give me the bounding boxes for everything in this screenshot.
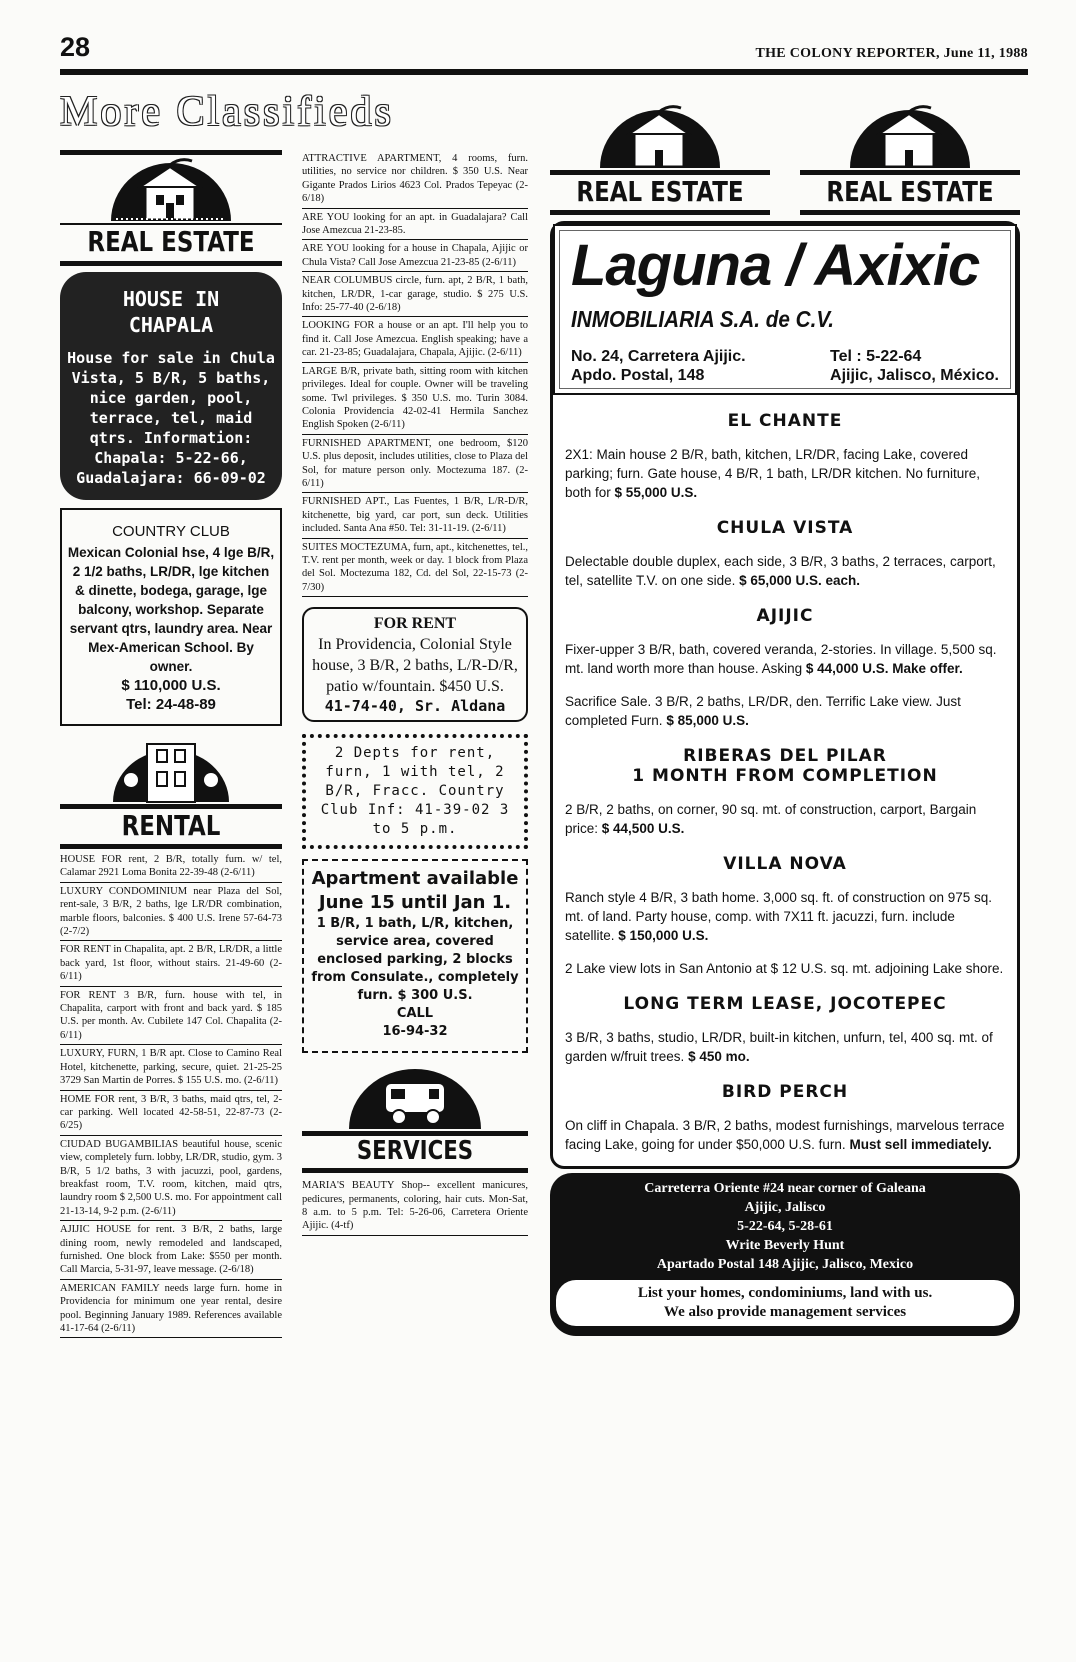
listing-text: Fixer-upper 3 B/R, bath, covered veranda, 2-stories. In village. 5,500 sq. mt. land worth more than house. Asking [565,642,997,676]
property-listing [553,994,1017,1066]
footer-line: 5-22-64, 5-28-61 [737,1219,833,1234]
rental-ad: FOR RENT in Chapalita, apt. 2 B/R, LR/DR, a little back yard, 1st floor, without stairs. 21-49-60 (2-6/11) [60,941,282,986]
section-rule [550,210,770,215]
ad-heading: HOUSE IN [122,287,220,311]
ad-call: CALL [396,1006,434,1022]
footer-line: Ajijic, Jalisco [744,1200,826,1215]
listing-text-block [565,552,1005,590]
section-heading-real-estate: REAL ESTATE [826,175,994,208]
footer-callout-line: We also provide management services [663,1304,907,1320]
listing-area: CHULA VISTA [716,518,854,538]
page-number: 28 [60,32,91,62]
listing-text-block [565,1028,1005,1066]
property-listing [553,411,1017,502]
ad-body: 1 B/R, 1 bath, L/R, kitchen, service area, covered enclosed parking, 2 blocks from Consulate., completely furn. $ 300 U.S. [311,916,519,1004]
classified-ad: LARGE B/R, private bath, sitting room with kitchen privileges. Ideal for couple. Owner will be traveling some. Twl privileges. $ 350 U.S. mo. Turin 3084. Colonia Providencia 42-02-41 Hermila Sanchez English Spoken (2-6/11) [302,363,528,435]
rental-ad: AJIJIC HOUSE for rent. 3 B/R, 2 baths, large dining room, newly remodeled and landscaped, furnished. One block from Lake: $550 per month. Call Marcia, 5-31-97, leave message. (2-6/18) [60,1221,282,1280]
section-rule [60,844,282,849]
listing-text-block [565,640,1005,678]
listing-text: 2 Lake view lots in San Antonio at $ 12 U.S. sq. mt. adjoining Lake shore. [565,961,1004,976]
newspaper-header: THE COLONY REPORTER, June 11, 1988 [755,46,1028,61]
classified-ad: NEAR COLUMBUS circle, furn. apt, 2 B/R, 1 bath, kitchen, LR/DR, 1-car garage, studio. $ 275 U.S. Info: 25-77-40 (2-6/18) [302,272,528,317]
property-listing [553,606,1017,678]
rental-ad: HOME FOR rent, 3 B/R, 3 baths, maid qtrs, tel, 2-car parking. Well located 42-58-51, 22-87-73 (2-6/25) [60,1091,282,1136]
listing-price: $ 44,500 U.S. [601,821,685,836]
property-listing [553,959,1017,978]
classified-ads-list [302,150,528,597]
section-heading-rental: RENTAL [121,809,221,842]
services-ad: MARIA'S BEAUTY Shop-- excellent manicures, pedicures, permanents, coloring, hair cuts. Mon-Sat, 8 a.m. to 5 p.m. Tel: 5-26-06, Carretera Oriente Ajijic. (4-tf) [302,1177,528,1236]
footer-callout [556,1280,1014,1326]
telephone-line: Tel : 5-22-64 [830,348,922,365]
listing-area: BIRD PERCH [721,1082,849,1102]
rental-house-logo-icon [111,734,231,804]
footer-line: Carreterra Oriente #24 near corner of Galeana [644,1181,926,1196]
footer-line: Apartado Postal 148 Ajijic, Jalisco, Mexico [656,1257,914,1272]
listing-price: $ 44,000 U.S. Make offer. [805,661,963,676]
listing-area: VILLA NOVA [723,854,847,874]
agency-company: INMOBILIARIA S.A. de C.V. [571,306,834,332]
listing-price: $ 150,000 U.S. [618,928,709,943]
listing-text-block [565,959,1005,978]
listing-area: AJIJIC [756,606,814,626]
footer-line: Write Beverly Hunt [725,1238,845,1253]
property-listing [553,854,1017,945]
footer-callout-line: List your homes, condominiums, land with us. [637,1285,933,1301]
for-rent-ad [302,607,528,722]
header-rule [60,69,1028,75]
property-listing [553,1082,1017,1154]
ad-heading: COUNTRY CLUB [112,523,230,540]
services-ads-list [302,1177,528,1236]
listing-text: 3 B/R, 3 baths, studio, LR/DR, built-in kitchen, unfurn, tel, 400 sq. mt. of garden w/fruit trees. [565,1030,993,1064]
real-estate-banner-right [800,100,1020,215]
laguna-axixic-ad [550,221,1020,1169]
listing-text: Delectable double duplex, each side, 3 B/R, 3 baths, 2 terraces, carport, tel, satellite T.V. on one side. [565,554,996,588]
listing-text-block [565,800,1005,838]
property-listing [553,746,1017,838]
classified-ad: ARE YOU looking for a house in Chapala, Ajijic or Chula Vista? Call Jose Amezcua 21-23-85 (2-6/11) [302,240,528,272]
listing-price: $ 450 mo. [688,1049,750,1064]
rental-ad: FOR RENT 3 B/R, furn. house with tel, in Chapalita, carport with front and back yard. $ 185 U.S. per month. Av. Cubilete 147 Col. Chapalita (2-6/11) [60,987,282,1046]
listing-text-block [565,1116,1005,1154]
apartment-available-ad [302,859,528,1053]
rental-ad: HOUSE FOR rent, 2 B/R, totally furn. w/ tel, Calamar 2921 Loma Bonita 22-39-48 (2-6/11) [60,851,282,883]
listing-text-block [565,692,1005,730]
address-line: Apdo. Postal, 148 [571,367,705,384]
depts-for-rent-ad: 2 Depts for rent, furn, 1 with tel, 2 B/R, Fracc. Country Club Inf: 41-39-02 3 to 5 p.m. [302,734,528,849]
listing-area: EL CHANTE [727,411,843,431]
section-heading-real-estate: REAL ESTATE [576,175,744,208]
classified-ad: ARE YOU looking for an apt. in Guadalajara? Call Jose Amezcua 21-23-85. [302,209,528,241]
property-listing [553,518,1017,590]
listing-text: Ranch style 4 B/R, 3 bath home. 3,000 sq. ft. of construction on 975 sq. mt. of land. Party house, comp. with 7X11 ft. jacuzzi, furn. include satellite. [565,890,992,943]
ad-body: In Providencia, Colonial Style house, 3 B/R, 2 baths, L/R-D/R, patio w/fountain. $450 U.S. [312,636,518,696]
listing-text-block [565,888,1005,945]
listing-text: On cliff in Chapala. 3 B/R, 2 baths, modest furnishings, marvelous terrace facing Lake, going for under $50,000 U.S. furn. [565,1118,1005,1152]
section-rule [60,261,282,266]
rental-ad: CIUDAD BUGAMBILIAS beautiful house, scenic view, completely furn. lobby, LR/DR, studio, gym. 3 B/R, 5 1/2 baths, 3 with jacuzzi, pool, gardens, breakfast room, T.V. room, kitchen, maid qtrs, laundry room $ 2,500 U.S. mo. For appointment call 21-13-14, 9-2 p.m. (2-6/11) [60,1136,282,1221]
ad-phone: 16-94-32 [382,1024,448,1040]
house-in-chapala-ad [60,272,282,500]
listing-price: $ 65,000 U.S. each. [739,573,860,588]
section-heading-services: SERVICES [356,1136,474,1167]
classified-ad: FURNISHED APARTMENT, one bedroom, $120 U.S. plus deposit, includes utilities, close to Plaza del Sol, for mature person only. Moctezuma 187. (2-6/11) [302,435,528,494]
location-line: Ajijic, Jalisco, México. [830,367,999,384]
section-heading-real-estate: REAL ESTATE [87,225,255,258]
agency-address [571,347,999,385]
column-right [550,100,1020,1336]
listing-text: 2 B/R, 2 baths, on corner, 90 sq. mt. of construction, carport, Bargain price: [565,802,977,836]
classified-ad: ATTRACTIVE APARTMENT, 4 rooms, furn. utilities, no service nor children. $ 350 U.S. Near Gigante Prados Lirios 4623 Col. Prados Tepeyac (2-6/18) [302,150,528,209]
house-logo-icon [595,100,725,170]
ad-phone: Tel: 24-48-89 [126,696,216,713]
listing-area: RIBERAS DEL PILAR 1 MONTH FROM COMPLETION [632,746,938,786]
listing-price: $ 55,000 U.S. [614,485,698,500]
house-logo-icon [845,100,975,170]
house-logo-icon [106,155,236,223]
property-listing [553,692,1017,730]
page-title: More Classifieds [60,89,394,135]
listing-text: Sacrifice Sale. 3 B/R, 2 baths, LR/DR, den. Terrific Lake view. Just completed Furn. [565,694,961,728]
agency-footer [550,1173,1020,1336]
ad-heading: FOR RENT [373,615,457,633]
agency-brand: Laguna / Axixic [571,233,980,298]
property-listings [553,411,1017,1154]
classified-ad: SUITES MOCTEZUMA, furn, apt., kitchenettes, tel., T.V. rent per month, week or day. 1 block from Plaza del Sol. Moctezuma 182, Cd. del Sol, 22-15-73 (2-7/30) [302,539,528,598]
listing-area: LONG TERM LEASE, JOCOTEPEC [623,994,947,1014]
listing-price: $ 85,000 U.S. [666,713,749,728]
country-club-ad [60,508,282,726]
ad-price: $ 110,000 U.S. [121,677,221,694]
listing-text: 2X1: Main house 2 B/R, bath, kitchen, LR/DR, facing Lake, covered parking; furn. Gate house, 4 B/R, 1 bath, LR/DR kitchen. No furniture, both for [565,447,980,500]
listing-text-block [565,445,1005,502]
rental-ad: AMERICAN FAMILY needs large furn. home in Providencia for minimum one year rental, desire pool. Beginning January 1989. References available 41-17-64 (2-6/11) [60,1280,282,1339]
agency-header [553,224,1017,395]
ad-body: House for sale in Chula Vista, 5 B/R, 5 baths, nice garden, pool, terrace, tel, maid qtrs. Information: Chapala: 5-22-66, Guadalajara: 66-09-02 [67,349,275,487]
column-left [60,150,282,1338]
listing-price: Must sell immediately. [849,1137,992,1152]
ad-body: Mexican Colonial hse, 4 lge B/R, 2 1/2 baths, LR/DR, lge kitchen & dinette, bodega, garage, lge balcony, workshop. Separate servant qtrs, laundry area. Near Mex-American School. By owner. [67,545,275,674]
rental-ads-list [60,851,282,1338]
rental-ad: LUXURY, FURN, 1 B/R apt. Close to Camino Real Hotel, kitchenette, parking, secure, quiet. 21-25-25 3729 San Martin de Porres. $ 155 U.S. mo. (2-6/11) [60,1045,282,1090]
services-van-logo-icon [345,1061,485,1131]
classified-ad: FURNISHED APT., Las Fuentes, 1 B/R, L/R-D/R, kitchenette, big yard, car port, sun deck. Utilities included. Santa Ana #50. Tel: 31-11-19. (2-6/11) [302,493,528,538]
ad-phone: 41-74-40, Sr. Aldana [324,697,506,716]
section-rule [302,1168,528,1173]
address-line: No. 24, Carretera Ajijic. [571,348,746,365]
ad-heading: CHAPALA [128,313,214,337]
real-estate-banner-left [550,100,770,215]
rental-ad: LUXURY CONDOMINIUM near Plaza del Sol, rent-sale, 3 B/R, 2 baths, lge LR/DR combination, marble floors, balconies. $ 400 U.S. Irene 57-64-73 (2-7/2) [60,883,282,942]
classified-ad: LOOKING FOR a house or an apt. I'll help you to find it. Call Jose Amezcua. English speaking; have a car. 21-23-85; Guadalajara, Chapala, Ajijic. (2-6/11) [302,317,528,362]
ad-heading: Apartment available June 15 until Jan 1. [311,868,519,914]
section-rule [800,210,1020,215]
column-middle [302,150,528,1236]
